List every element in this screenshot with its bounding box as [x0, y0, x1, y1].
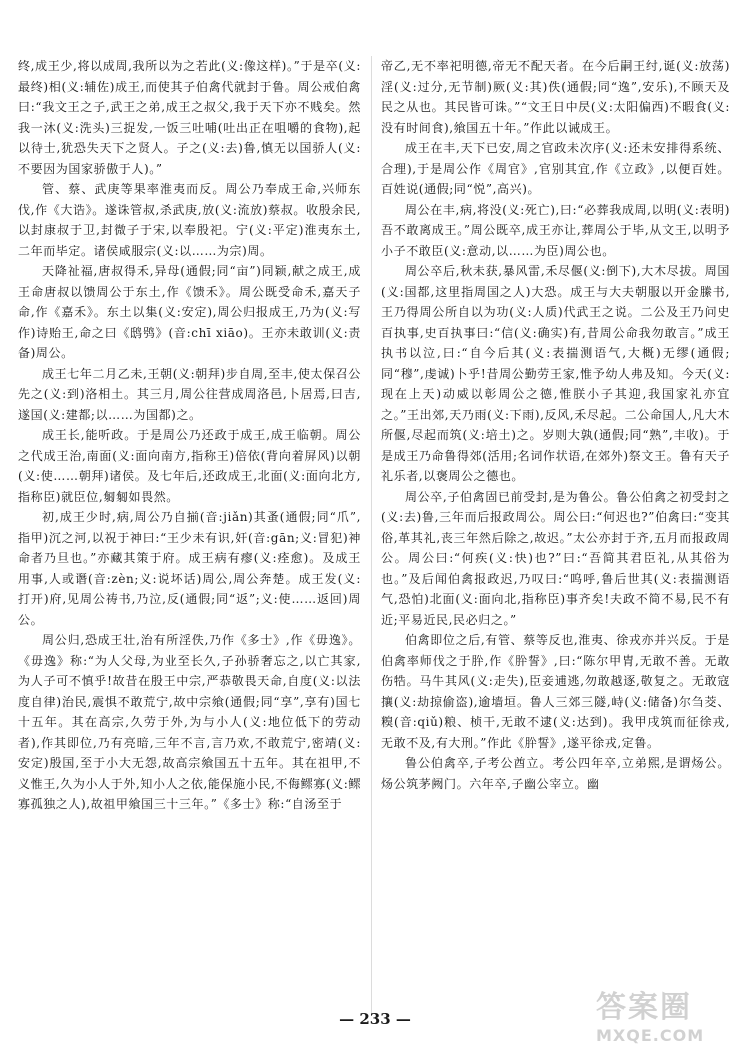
watermark-logo-text: 答案圈	[596, 990, 692, 1025]
paragraph: 周公归,恐成王壮,治有所淫佚,乃作《多士》,作《毋逸》。《毋逸》称:“为人父母,为业至长久,子孙骄奢忘之,以亡其家,为人子可不慎乎!故昔在殷王中宗,严恭敬畏天命,自度(义:以法度自律)治民,震惧不敢荒宁,故中宗飨(通假;同“享”,享有)国七十五年。其在高宗,久劳于外,为与小人(义:地位低下的劳动者),作其即位,乃有亮暗,三年不言,言乃欢,不敢荒宁,密靖(义:安定)殷国,至于小大无怨,故高宗飨国五十五年。其在祖甲,不义惟王,久为小人于外,知小人之依,能保施小民,不侮鳏寡(义:鳏寡孤独之人),故祖甲飨国三十三年。”《多士》称:“自汤至于	[18, 633, 361, 811]
page-number-value: 233	[359, 1010, 391, 1028]
paragraph: 帝乙,无不率祀明德,帝无不配天者。在今后嗣王纣,诞(义:放荡)淫(义:过分,无节制)厥(义:其)佚(通假;同“逸”,安乐),不顾天及民之从也。其民皆可诛。”“文王日中昃(义:太阳偏西)不暇食(义:没有时间食),飨国五十年。”作此以诫成王。	[381, 59, 730, 135]
paragraph: 管、蔡、武庚等果率淮夷而反。周公乃奉成王命,兴师东伐,作《大诰》。遂诛管叔,杀武庚,放(义:流放)蔡叔。收殷余民,以封康叔于卫,封微子于宋,以奉殷祀。宁(义:平定)淮夷东土,二年而毕定。诸侯咸服宗(义:以……为宗)周。	[18, 182, 361, 258]
paragraph: 周公在丰,病,将没(义:死亡),曰:“必葬我成周,以明(义:表明)吾不敢离成王。”周公既卒,成王亦让,葬周公于毕,从文王,以明予小子不敢臣(义:意动,以……为臣)周公也。	[381, 202, 730, 258]
paragraph: 周公卒,子伯禽固已前受封,是为鲁公。鲁公伯禽之初受封之(义:去)鲁,三年而后报政周公。周公曰:“何迟也?”伯禽曰:“变其俗,革其礼,丧三年然后除之,故迟。”太公亦封于齐,五月而报政周公。周公曰:“何疾(义:快)也?”曰:“吾简其君臣礼,从其俗为也。”及后闻伯禽报政迟,乃叹曰:“呜呼,鲁后世其(义:表揣测语气,恐怕)北面(义:面向北,指称臣)事齐矣!夫政不简不易,民不有近;平易近民,民必归之。”	[381, 489, 730, 627]
paragraph: 鲁公伯禽卒,子考公酋立。考公四年卒,立弟熙,是谓炀公。炀公筑茅阙门。六年卒,子幽公宰立。幽	[381, 756, 730, 791]
left-column	[18, 56, 361, 1016]
paragraph: 伯禽即位之后,有管、蔡等反也,淮夷、徐戎亦并兴反。于是伯禽率师伐之于肸,作《肸誓》,曰:“陈尔甲胄,无敢不善。无敢伤牿。马牛其风(义:走失),臣妾逋逃,勿敢越逐,敬复之。无敢寇攘(义:劫掠偷盗),逾墙垣。鲁人三郊三隧,峙(义:储备)尔刍茭、糗(音:qiǔ)粮、桢干,无敢不逮(义:达到)。我甲戌筑而征徐戎,无敢不及,有大刑。”作此《肸誓》,遂平徐戎,定鲁。	[381, 633, 730, 750]
paragraph: 成王七年二月乙未,王朝(义:朝拜)步自周,至丰,使太保召公先之(义:到)洛相土。其三月,周公往营成周洛邑,卜居焉,曰吉,遂国(义:建都;以……为国都)之。	[18, 366, 361, 422]
right-column	[381, 56, 730, 1016]
paragraph: 终,成王少,将以成周,我所以为之若此(义:像这样)。”于是卒(义:最终)相(义:辅佐)成王,而使其子伯禽代就封于鲁。周公戒伯禽曰:“我文王之子,武王之弟,成王之叔父,我于天下亦不贱矣。然我一沐(义:洗头)三捉发,一饭三吐哺(吐出正在咀嚼的食物),起以待士,犹恐失天下之贤人。子之(义:去)鲁,慎无以国骄人(义:不要因为国家骄傲于人)。”	[18, 59, 361, 176]
watermark-url: MXQE.COM	[596, 1026, 705, 1045]
paragraph: 初,成王少时,病,周公乃自揃(音:jiǎn)其蚤(通假;同“爪”,指甲)沉之河,以祝于神曰:“王少未有识,奸(音:gān;义:冒犯)神命者乃旦也。”亦藏其策于府。成王病有瘳(义:痊愈)。及成王用事,人或谮(音:zèn;义:说坏话)周公,周公奔楚。成王发(义:打开)府,见周公祷书,乃泣,反(通假;同“返”;义:使……返回)周公。	[18, 510, 361, 627]
paragraph: 周公卒后,秋未获,暴风雷,禾尽偃(义:倒下),大木尽拔。周国(义:国都,这里指周国之人)大恐。成王与大夫朝服以开金縢书,王乃得周公所自以为功(义:人质)代武王之说。二公及王乃问史百执事,史百执事曰:“信(义:确实)有,昔周公命我勿敢言。”成王执书以泣,曰:“自今后其(义:表揣测语气,大概)无缪(通假;同“穆”,虔诚)卜乎!昔周公勤劳王家,惟予幼人弗及知。今天(义:现在上天)动威以彰周公之德,惟朕小子其迎,我国家礼亦宜之。”王出郊,天乃雨(义:下雨),反风,禾尽起。二公命国人,凡大木所偃,尽起而筑(义:培土)之。岁则大孰(通假;同“熟”,丰收)。于是成王乃命鲁得郊(活用;名词作状语,在郊外)祭文王。鲁有天子礼乐者,以褒周公之德也。	[381, 264, 730, 483]
watermark-logo	[596, 982, 736, 1044]
paragraph: 成王长,能听政。于是周公乃还政于成王,成王临朝。周公之代成王治,南面(义:面向南方,指称王)倍依(背向着屏风)以朝(义:使……朝拜)诸侯。及七年后,还政成王,北面(义:面向北方,指称臣)就臣位,匔匔如畏然。	[18, 428, 361, 504]
paragraph: 天降祉福,唐叔得禾,异母(通假;同“亩”)同颖,献之成王,成王命唐叔以馈周公于东土,作《馈禾》。周公既受命禾,嘉天子命,作《嘉禾》。东土以集(义:安定),周公归报成王,乃为(义:写作)诗贻王,命之曰《鸱鸮》(音:chī xiāo)。王亦未敢训(义:责备)周公。	[18, 264, 361, 360]
page-body	[18, 56, 730, 1016]
paragraph: 成王在丰,天下已安,周之官政未次序(义:还未安排得系统、合理),于是周公作《周官》,官别其宜,作《立政》,以便百姓。百姓说(通假;同“悦”,高兴)。	[381, 141, 730, 196]
column-divider	[371, 56, 372, 1016]
page-number: — 233 —	[339, 1010, 411, 1028]
